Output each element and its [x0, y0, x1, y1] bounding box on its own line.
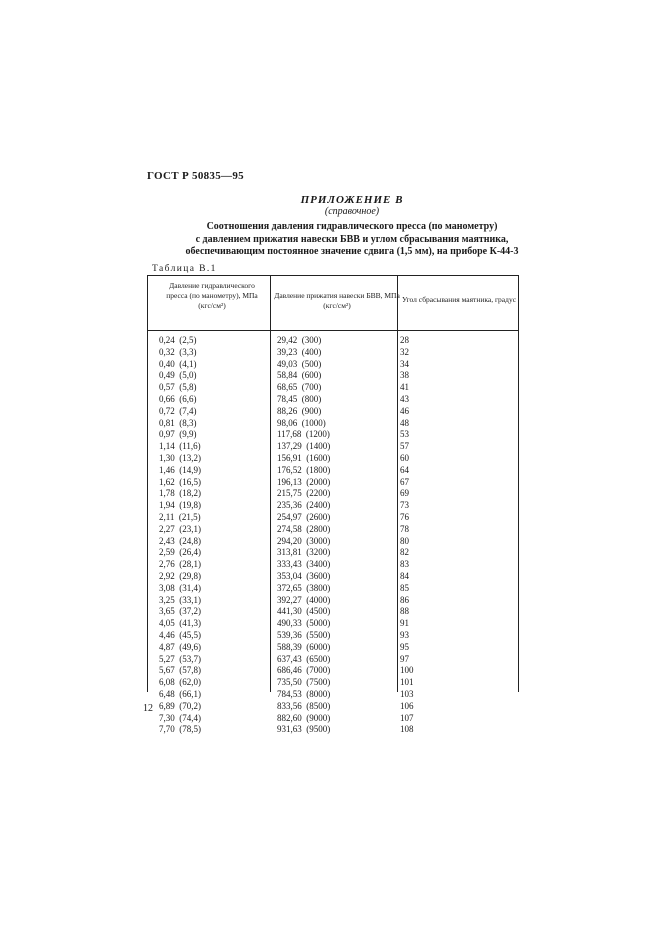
heading-line-2: с давлением прижатия навески БВВ и углом сбрасывания маятника, [195, 233, 509, 245]
cell-sample-pressure: 392,27 (4000) [277, 594, 331, 605]
cell-pendulum-angle: 106 [400, 700, 414, 711]
cell-sample-pressure: 235,36 (2400) [277, 500, 331, 511]
cell-sample-pressure: 686,46 (7000) [277, 665, 331, 676]
cell-pendulum-angle: 73 [400, 500, 409, 511]
table-row [147, 595, 519, 607]
cell-press-pressure: 0,97 (9,9) [159, 429, 197, 440]
table-row [147, 571, 519, 583]
cell-press-pressure: 7,30 (74,4) [159, 712, 201, 723]
header-pressure-sample: Давление прижатия навески БВВ, МПа (кгс/см²) [274, 291, 400, 310]
heading-line-3: обеспечивающим постоянное значение сдвига (1,5 мм), на приборе К-44-3 [185, 246, 519, 257]
cell-press-pressure: 5,27 (53,7) [159, 653, 201, 664]
cell-press-pressure: 1,62 (16,5) [159, 476, 201, 487]
cell-sample-pressure: 931,63 (9500) [277, 724, 331, 735]
table-top-border [147, 275, 519, 276]
table-body [147, 335, 519, 736]
table-row [147, 536, 519, 548]
cell-press-pressure: 0,49 (5,0) [159, 370, 197, 381]
cell-pendulum-angle: 43 [400, 393, 409, 404]
cell-press-pressure: 2,11 (21,5) [159, 511, 201, 522]
cell-press-pressure: 2,43 (24,8) [159, 535, 201, 546]
cell-sample-pressure: 98,06 (1000) [277, 417, 326, 428]
table-row [147, 465, 519, 477]
data-table [147, 275, 519, 735]
cell-pendulum-angle: 57 [400, 441, 409, 452]
cell-press-pressure: 0,57 (5,8) [159, 382, 197, 393]
cell-pendulum-angle: 93 [400, 629, 409, 640]
cell-press-pressure: 0,72 (7,4) [159, 405, 197, 416]
table-row [147, 583, 519, 595]
cell-pendulum-angle: 46 [400, 405, 409, 416]
page-number: 12 [143, 703, 153, 714]
cell-pendulum-angle: 95 [400, 641, 409, 652]
cell-pendulum-angle: 84 [400, 570, 409, 581]
cell-pendulum-angle: 67 [400, 476, 409, 487]
cell-pendulum-angle: 64 [400, 464, 409, 475]
table-row [147, 453, 519, 465]
cell-sample-pressure: 215,75 (2200) [277, 488, 331, 499]
cell-press-pressure: 0,81 (8,3) [159, 417, 197, 428]
annex-subtitle: (справочное) [324, 206, 380, 217]
cell-sample-pressure: 539,36 (5500) [277, 629, 331, 640]
document-id: ГОСТ Р 50835—95 [147, 170, 244, 182]
cell-pendulum-angle: 100 [400, 665, 414, 676]
table-row [147, 524, 519, 536]
cell-sample-pressure: 137,29 (1400) [277, 441, 331, 452]
table-row [147, 500, 519, 512]
cell-pendulum-angle: 101 [400, 677, 414, 688]
cell-sample-pressure: 88,26 (900) [277, 405, 322, 416]
table-row [147, 701, 519, 713]
cell-press-pressure: 6,89 (70,2) [159, 700, 201, 711]
cell-press-pressure: 4,87 (49,6) [159, 641, 201, 652]
cell-sample-pressure: 156,91 (1600) [277, 452, 331, 463]
cell-press-pressure: 1,78 (18,2) [159, 488, 201, 499]
cell-press-pressure: 3,25 (33,1) [159, 594, 201, 605]
cell-sample-pressure: 313,81 (3200) [277, 547, 331, 558]
heading-line-1: Соотношения давления гидравлического пресса (по манометру) [206, 221, 498, 232]
cell-pendulum-angle: 69 [400, 488, 409, 499]
cell-pendulum-angle: 85 [400, 582, 409, 593]
cell-sample-pressure: 49,03 (500) [277, 358, 322, 369]
cell-pendulum-angle: 48 [400, 417, 409, 428]
cell-sample-pressure: 117,68 (1200) [277, 429, 330, 440]
header-pendulum-angle: Угол сбрасывания маятника, градус [401, 295, 517, 304]
table-row [147, 335, 519, 347]
table-row [147, 654, 519, 666]
cell-sample-pressure: 294,20 (3000) [277, 535, 331, 546]
table-row [147, 689, 519, 701]
table-row [147, 713, 519, 725]
cell-pendulum-angle: 97 [400, 653, 409, 664]
table-row [147, 429, 519, 441]
table-row [147, 512, 519, 524]
cell-press-pressure: 2,59 (26,4) [159, 547, 201, 558]
cell-pendulum-angle: 80 [400, 535, 409, 546]
cell-sample-pressure: 637,43 (6500) [277, 653, 331, 664]
cell-press-pressure: 7,70 (78,5) [159, 724, 201, 735]
cell-pendulum-angle: 60 [400, 452, 409, 463]
table-row [147, 547, 519, 559]
header-pressure-press: Давление гидравлического пресса (по манометру), МПа (кгс/см²) [166, 281, 258, 310]
cell-press-pressure: 1,14 (11,6) [159, 441, 201, 452]
cell-pendulum-angle: 108 [400, 724, 414, 735]
cell-pendulum-angle: 103 [400, 688, 414, 699]
cell-pendulum-angle: 82 [400, 547, 409, 558]
cell-pendulum-angle: 78 [400, 523, 409, 534]
cell-press-pressure: 3,65 (37,2) [159, 606, 201, 617]
cell-press-pressure: 4,46 (45,5) [159, 629, 201, 640]
table-row [147, 618, 519, 630]
cell-sample-pressure: 196,13 (2000) [277, 476, 331, 487]
cell-sample-pressure: 39,23 (400) [277, 346, 322, 357]
cell-press-pressure: 0,40 (4,1) [159, 358, 197, 369]
cell-press-pressure: 4,05 (41,3) [159, 618, 201, 629]
table-row [147, 370, 519, 382]
table-row [147, 665, 519, 677]
table-row [147, 477, 519, 489]
cell-pendulum-angle: 83 [400, 559, 409, 570]
cell-sample-pressure: 353,04 (3600) [277, 570, 331, 581]
cell-pendulum-angle: 34 [400, 358, 409, 369]
cell-press-pressure: 2,92 (29,8) [159, 570, 201, 581]
table-row [147, 418, 519, 430]
cell-press-pressure: 1,46 (14,9) [159, 464, 201, 475]
table-label: Таблица В.1 [152, 264, 217, 274]
table-row [147, 606, 519, 618]
table-row [147, 359, 519, 371]
cell-sample-pressure: 58,84 (600) [277, 370, 322, 381]
cell-sample-pressure: 78,45 (800) [277, 393, 322, 404]
cell-pendulum-angle: 32 [400, 346, 409, 357]
cell-press-pressure: 1,94 (19,8) [159, 500, 201, 511]
cell-sample-pressure: 441,30 (4500) [277, 606, 331, 617]
table-row [147, 394, 519, 406]
table-heading [148, 221, 556, 259]
table-row [147, 559, 519, 571]
cell-sample-pressure: 254,97 (2600) [277, 511, 331, 522]
table-row [147, 642, 519, 654]
table-row [147, 677, 519, 689]
cell-sample-pressure: 176,52 (1800) [277, 464, 331, 475]
table-row [147, 382, 519, 394]
cell-pendulum-angle: 88 [400, 606, 409, 617]
table-header-border [147, 330, 519, 331]
cell-sample-pressure: 833,56 (8500) [277, 700, 331, 711]
cell-sample-pressure: 588,39 (6000) [277, 641, 331, 652]
cell-press-pressure: 0,24 (2,5) [159, 335, 197, 345]
cell-pendulum-angle: 53 [400, 429, 409, 440]
cell-press-pressure: 6,48 (66,1) [159, 688, 201, 699]
cell-sample-pressure: 784,53 (8000) [277, 688, 331, 699]
cell-sample-pressure: 274,58 (2800) [277, 523, 331, 534]
cell-sample-pressure: 735,50 (7500) [277, 677, 331, 688]
cell-pendulum-angle: 107 [400, 712, 414, 723]
cell-press-pressure: 2,27 (23,1) [159, 523, 201, 534]
cell-press-pressure: 3,08 (31,4) [159, 582, 201, 593]
cell-press-pressure: 1,30 (13,2) [159, 452, 201, 463]
cell-pendulum-angle: 28 [400, 335, 409, 345]
cell-press-pressure: 2,76 (28,1) [159, 559, 201, 570]
cell-pendulum-angle: 38 [400, 370, 409, 381]
table-row [147, 724, 519, 736]
cell-sample-pressure: 333,43 (3400) [277, 559, 331, 570]
cell-pendulum-angle: 86 [400, 594, 409, 605]
table-row [147, 630, 519, 642]
cell-sample-pressure: 68,65 (700) [277, 382, 322, 393]
cell-sample-pressure: 29,42 (300) [277, 335, 322, 345]
table-row [147, 441, 519, 453]
cell-press-pressure: 6,08 (62,0) [159, 677, 201, 688]
table-row [147, 406, 519, 418]
cell-pendulum-angle: 41 [400, 382, 409, 393]
cell-sample-pressure: 882,60 (9000) [277, 712, 331, 723]
cell-press-pressure: 5,67 (57,8) [159, 665, 201, 676]
table-row [147, 488, 519, 500]
cell-press-pressure: 0,32 (3,3) [159, 346, 197, 357]
annex-title: ПРИЛОЖЕНИЕ В [300, 194, 404, 206]
cell-sample-pressure: 490,33 (5000) [277, 618, 331, 629]
table-row [147, 347, 519, 359]
cell-pendulum-angle: 91 [400, 618, 409, 629]
cell-pendulum-angle: 76 [400, 511, 409, 522]
cell-sample-pressure: 372,65 (3800) [277, 582, 331, 593]
cell-press-pressure: 0,66 (6,6) [159, 393, 197, 404]
